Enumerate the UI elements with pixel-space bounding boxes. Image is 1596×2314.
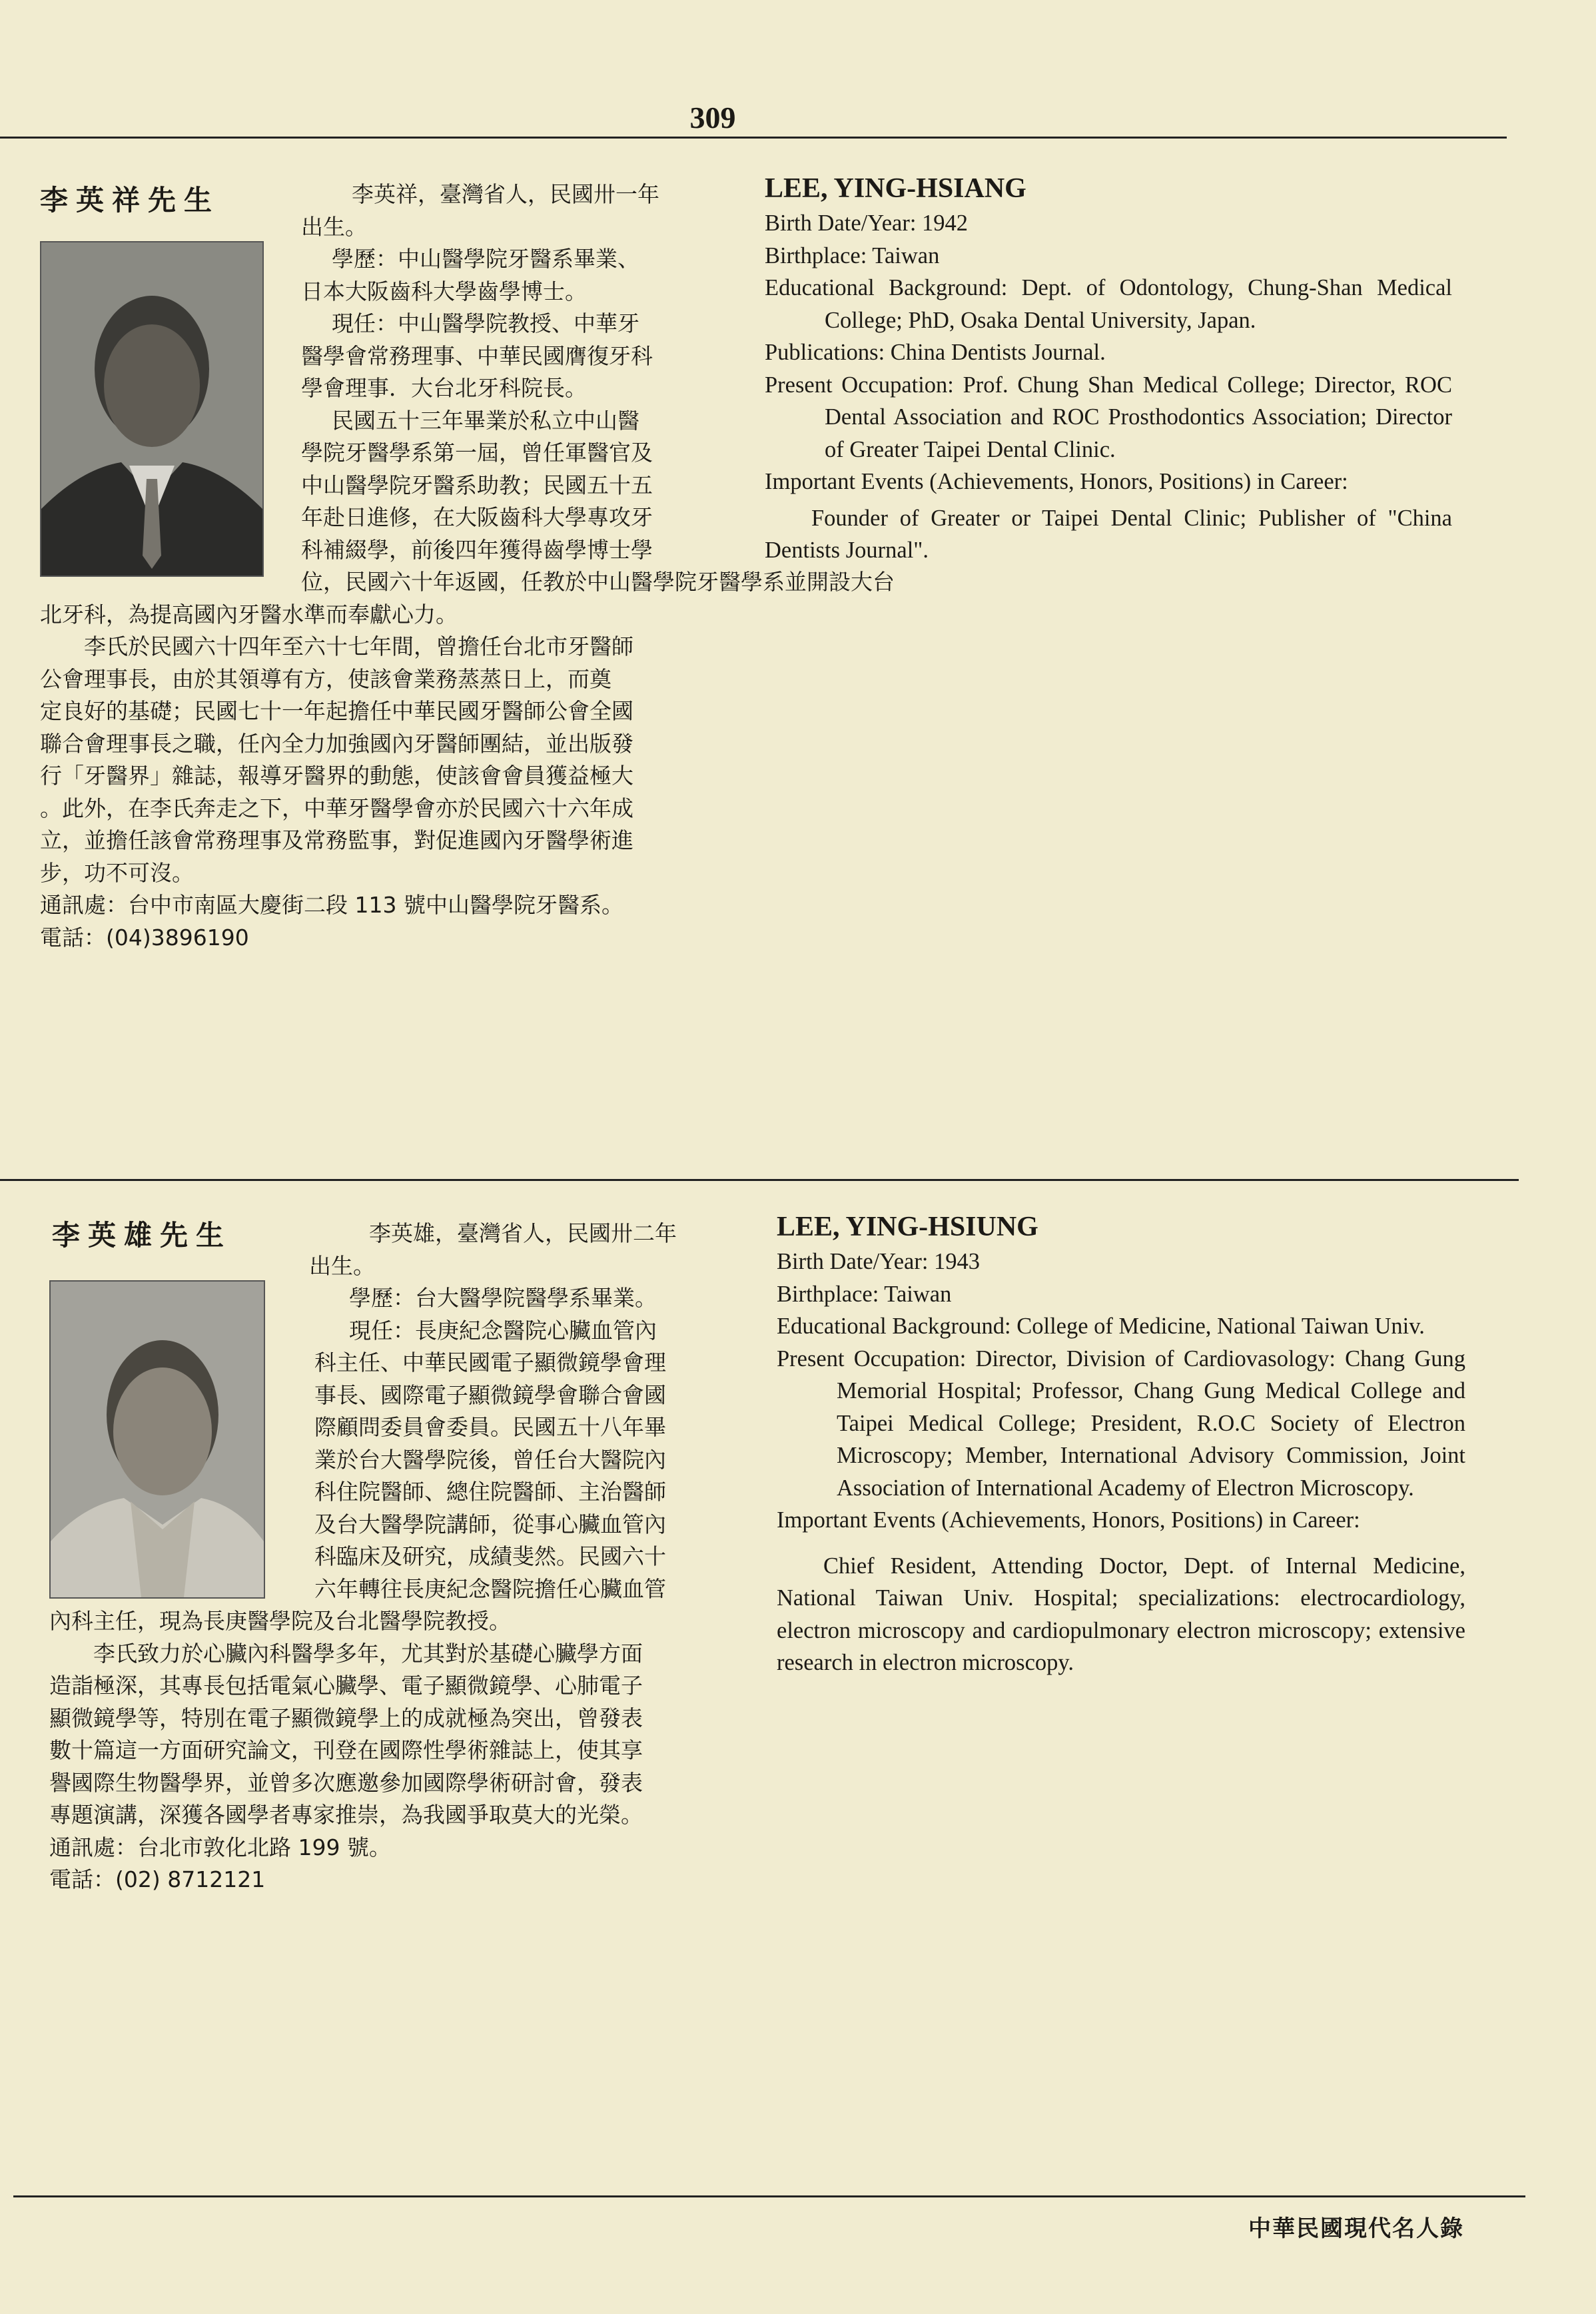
en-bio-line: Present Occupation: Prof. Chung Shan Medical College; Director, ROC Dental Association and ROC Prosthodontics Association; Director of Greater Taipei Dental Clinic. [765,372,1452,462]
bio-line: 業於台大醫學院後，曾任台大醫院內 [314,1446,666,1473]
bio-line: 現任：長庚紀念醫院心臟血管內 [349,1317,657,1344]
bio-line: 學會理事．大台北牙科院長。 [301,375,587,401]
bio-line: 出生。 [301,213,367,240]
bio-line: 北牙科，為提高國內牙醫水準而奉獻心力。 [40,601,458,627]
bio-line: 公會理事長，由於其領導有方，使該會業務蒸蒸日上，而奠 [40,665,611,692]
bio-line: 科補綴學，前後四年獲得齒學博士學 [301,536,653,563]
bio-line: 學歷：台大醫學院醫學系畢業。 [349,1285,657,1311]
bio-line: 六年轉往長庚紀念醫院擔任心臟血管 [314,1575,666,1602]
en-bio-line: Publications: China Dentists Journal. [765,340,1106,365]
en-bio-line: Important Events (Achievements, Honors, Positions) in Career: [765,469,1348,494]
bio-line: 聯合會理事長之職，任內全力加強國內牙醫師團結，並出版發 [40,730,633,757]
bio-line: 專題演講，深獲各國學者專家推崇，為我國爭取莫大的光榮。 [49,1802,643,1828]
en-bio-line: Birthplace: Taiwan [777,1281,952,1307]
en-biography [777,1208,1465,1679]
bio-line: 科臨床及研究，成績斐然。民國六十 [314,1543,666,1569]
bio-line: 學院牙醫學系第一屆，曾任軍醫官及 [301,440,653,466]
en-bio-line: Educational Background: College of Medicine, National Taiwan Univ. [777,1314,1425,1339]
contact-line: 通訊處：台北市敦化北路 199 號。 [49,1834,391,1860]
en-bio-line: Birth Date/Year: 1942 [765,210,969,236]
contact-line: 電話：(04)3896190 [40,924,249,951]
bio-line: 行「牙醫界」雜誌，報導牙醫界的動態，使該會會員獲益極大 [40,763,633,789]
zh-biography [49,1214,715,1896]
bio-line: 位，民國六十年返國，任教於中山醫學院牙醫學系並開設大台 [301,569,895,595]
bio-line: 科住院醫師、總住院醫師、主治醫師 [314,1479,666,1505]
page-number: 309 [689,101,736,135]
en-biography [765,170,1452,567]
bio-line: 步，功不可沒。 [40,859,194,886]
bio-line: 譽國際生物醫學界，並曾多次應邀參加國際學術研討會，發表 [49,1769,643,1796]
en-name: LEE, YING-HSIUNG [777,1212,1038,1242]
en-bio-line: Birthplace: Taiwan [765,242,940,268]
en-name: LEE, YING-HSIANG [765,173,1026,204]
bio-line: 際顧問委員會委員。民國五十八年畢 [314,1414,666,1440]
bio-line: 數十篇這一方面研究論文，刊登在國際性學術雜誌上，使其享 [49,1737,643,1763]
contact-line: 通訊處：台中市南區大慶街二段 113 號中山醫學院牙醫系。 [40,892,623,918]
section-divider [0,1179,1519,1181]
bio-line: 造詣極深，其專長包括電氣心臟學、電子顯微鏡學、心肺電子 [49,1673,643,1699]
bio-line: 現任：中山醫學院教授、中華牙 [332,310,639,336]
en-bio-line: Birth Date/Year: 1943 [777,1249,981,1274]
bio-line: 李英祥，臺灣省人，民國卅一年 [352,181,659,207]
bio-line: 出生。 [309,1252,375,1279]
bio-line: 科主任、中華民國電子顯微鏡學會理 [314,1350,666,1375]
en-bio-line: Important Events (Achievements, Honors, Positions) in Career: [777,1507,1360,1533]
zh-name: 李英雄先生 [52,1219,232,1252]
en-bio-line: Chief Resident, Attending Doctor, Dept. of Internal Medicine, National Taiwan Univ. Hospital; specializations: electrocardiology, electron microscopy and cardiopulmonary electron microscopy; extensive research in electron microscopy. [777,1553,1465,1675]
bio-line: 學歷：中山醫學院牙醫系畢業、 [332,246,639,272]
bio-line: 李氏致力於心臟內科醫學多年，尤其對於基礎心臟學方面 [93,1640,643,1667]
bio-line: 民國五十三年畢業於私立中山醫 [332,407,639,434]
en-bio-line: Educational Background: Dept. of Odontology, Chung-Shan Medical College; PhD, Osaka Dental University, Japan. [765,275,1452,333]
zh-name: 李英祥先生 [40,184,220,216]
header-rule [0,137,1507,139]
bio-line: 。此外，在李氏奔走之下，中華牙醫學會亦於民國六十六年成 [40,795,633,821]
bio-line: 定良好的基礎；民國七十一年起擔任中華民國牙醫師公會全國 [40,698,633,724]
bio-line: 李英雄，臺灣省人，民國卅二年 [369,1220,677,1246]
book-title: 中華民國現代名人錄 [1248,2215,1464,2242]
bio-line: 日本大阪齒科大學齒學博士。 [301,278,587,304]
bio-line: 內科主任，現為長庚醫學院及台北醫學院教授。 [49,1608,511,1634]
bio-line: 醫學會常務理事、中華民國膺復牙科 [301,342,653,369]
contact-line: 電話：(02) 8712121 [49,1866,266,1892]
bio-line: 年赴日進修，在大阪齒科大學專攻牙 [301,504,653,530]
bio-line: 中山醫學院牙醫系助教；民國五十五 [301,472,653,498]
bio-line: 顯微鏡學等，特別在電子顯微鏡學上的成就極為突出，曾發表 [49,1705,643,1731]
footer-rule [13,2195,1525,2197]
bio-line: 事長、國際電子顯微鏡學會聯合會國 [314,1381,666,1408]
bio-line: 及台大醫學院講師，從事心臟血管內 [314,1511,666,1537]
en-bio-line: Founder of Greater or Taipei Dental Clinic; Publisher of "China Dentists Journal". [765,505,1452,563]
bio-line: 李氏於民國六十四年至六十七年間，曾擔任台北市牙醫師 [84,633,633,659]
bio-line: 立，並擔任該會常務理事及常務監事，對促進國內牙醫學術進 [40,827,633,853]
en-bio-line: Present Occupation: Director, Division of Cardiovasology: Chang Gung Memorial Hospital; Professor, Chang Gung Medical College and Taipei Medical College; President, R.O.C Society of Electron Microscopy; Member, International Advisory Commission, Joint Association of International Academy of Electron Microscopy. [777,1346,1465,1501]
